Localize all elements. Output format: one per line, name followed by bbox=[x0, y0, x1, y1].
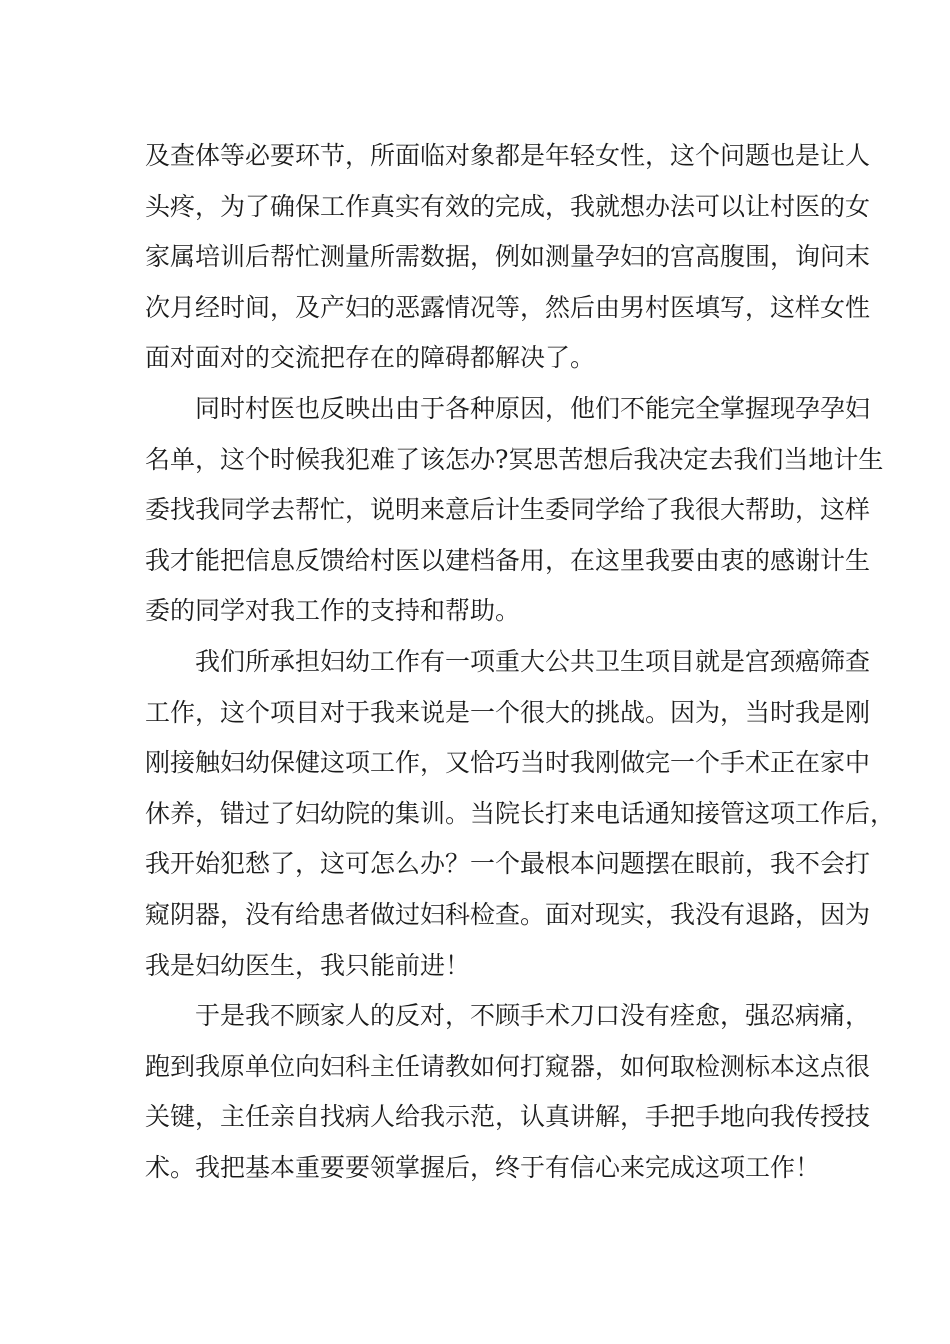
text-line: 委找我同学去帮忙，说明来意后计生委同学给了我很大帮助，这样 bbox=[145, 495, 871, 525]
paragraph-2 bbox=[145, 384, 884, 637]
document-body bbox=[145, 131, 896, 1193]
text-line: 我才能把信息反馈给村医以建档备用，在这里我要由衷的感谢计生 bbox=[145, 545, 871, 575]
text-line: 于是我不顾家人的反对，不顾手术刀口没有痊愈，强忍病痛， bbox=[195, 1001, 871, 1031]
text-line: 次月经时间，及产妇的恶露情况等，然后由男村医填写，这样女性 bbox=[145, 292, 871, 322]
text-line: 头疼，为了确保工作真实有效的完成，我就想办法可以让村医的女 bbox=[145, 191, 871, 221]
text-line: 工作，这个项目对于我来说是一个很大的挑战。因为，当时我是刚 bbox=[145, 697, 871, 727]
text-line: 我是妇幼医生，我只能前进！ bbox=[145, 950, 471, 980]
text-line: 同时村医也反映出由于各种原因，他们不能完全掌握现孕孕妇 bbox=[195, 393, 871, 423]
text-line: 家属培训后帮忙测量所需数据，例如测量孕妇的宫高腹围，询问末 bbox=[145, 242, 871, 272]
text-line: 术。我把基本重要要领掌握后，终于有信心来完成这项工作！ bbox=[145, 1152, 821, 1182]
text-line: 休养，错过了妇幼院的集训。当院长打来电话通知接管这项工作后， bbox=[145, 798, 896, 828]
text-line: 关键，主任亲自找病人给我示范，认真讲解，手把手地向我传授技 bbox=[145, 1102, 871, 1132]
text-line: 跑到我原单位向妇科主任请教如何打窥器，如何取检测标本这点很 bbox=[145, 1051, 871, 1081]
text-line: 我开始犯愁了，这可怎么办？一个最根本问题摆在眼前，我不会打 bbox=[145, 849, 871, 879]
paragraph-1 bbox=[145, 131, 871, 384]
text-line: 面对面对的交流把存在的障碍都解决了。 bbox=[145, 343, 596, 373]
text-line: 刚接触妇幼保健这项工作，又恰巧当时我刚做完一个手术正在家中 bbox=[145, 748, 871, 778]
text-line: 委的同学对我工作的支持和帮助。 bbox=[145, 596, 521, 626]
paragraph-4 bbox=[145, 991, 871, 1193]
text-line: 窥阴器，没有给患者做过妇科检查。面对现实，我没有退路，因为 bbox=[145, 899, 871, 929]
paragraph-3 bbox=[145, 637, 896, 991]
text-line: 及查体等必要环节，所面临对象都是年轻女性，这个问题也是让人 bbox=[145, 141, 871, 170]
text-line: 名单，这个时候我犯难了该怎办?冥思苦想后我决定去我们当地计生 bbox=[145, 444, 884, 474]
text-line: 我们所承担妇幼工作有一项重大公共卫生项目就是宫颈癌筛查 bbox=[195, 646, 871, 676]
